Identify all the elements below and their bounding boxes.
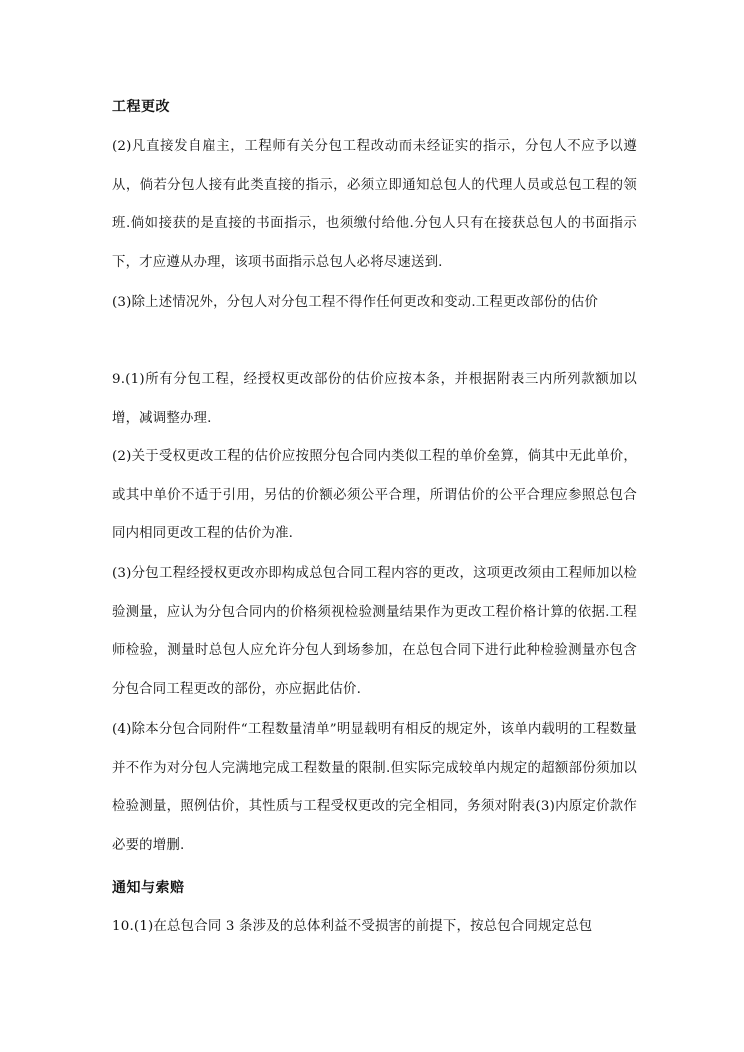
paragraph: (4)除本分包合同附件“工程数量清单”明显载明有相反的规定外，该单内载明的工程数量并不作为对分包人完满地完成工程数量的限制.但实际完成较单内规定的超额部份须加以检验测量，照例估价，其性质与工程受权更改的完全相同，务须对附表(3)内原定价款作必要的增删.	[112, 722, 637, 853]
paragraph: 9.(1)所有分包工程，经授权更改部份的估价应按本条，并根据附表三内所列款额加以增，减调整办理.	[112, 372, 637, 426]
paragraph: (3)分包工程经授权更改亦即构成总包合同工程内容的更改，这项更改须由工程师加以检验测量，应认为分包合同内的价格须视检验测量结果作为更改工程价格计算的依据.工程师检验，测量时总包人应允许分包人到场参加，在总包合同下进行此种检验测量亦包含分包合同工程更改的部份，亦应据此估价.	[112, 566, 637, 697]
section-heading-notice-and-claims: 通知与索赔	[112, 880, 185, 896]
paragraph: (2)关于受权更改工程的估价应按照分包合同内类似工程的单价垒算，倘其中无此单价，或其中单价不适于引用，另估的价额必须公平合理，所谓估价的公平合理应参照总包合同内相同更改工程的估价为准.	[112, 449, 637, 541]
section-heading-engineering-changes: 工程更改	[112, 99, 170, 115]
paragraph: (2)凡直接发自雇主，工程师有关分包工程改动而未经证实的指示，分包人不应予以遵从，倘若分包人接有此类直接的指示，必须立即通知总包人的代理人员或总包工程的领班.倘如接获的是直接的书面指示，也须缴付给他.分包人只有在接获总包人的书面指示下，才应遵从办理，该项书面指示总包人必将尽速送到.	[112, 139, 637, 270]
paragraph: (3)除上述情况外，分包人对分包工程不得作任何更改和变动.工程更改部份的估价	[112, 295, 599, 310]
paragraph: 10.(1)在总包合同 3 条涉及的总体利益不受损害的前提下，按总包合同规定总包	[112, 919, 593, 934]
